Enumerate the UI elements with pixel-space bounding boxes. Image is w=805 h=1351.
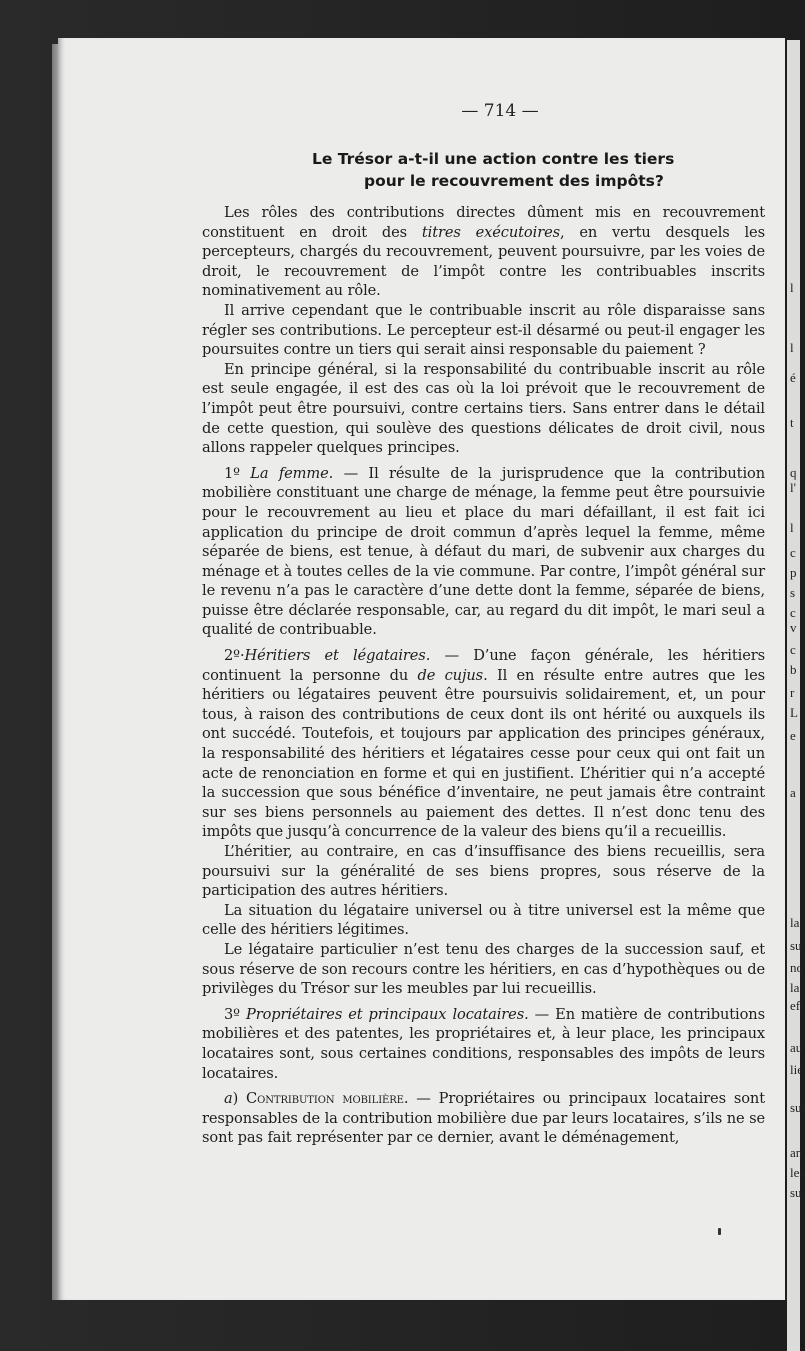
paragraph-heritiers bbox=[202, 646, 765, 842]
adjacent-page-fragment: é bbox=[790, 370, 796, 385]
section-title bbox=[260, 148, 690, 192]
adjacent-page-fragment: v bbox=[790, 620, 797, 635]
adjacent-page-fragment: la bbox=[790, 980, 800, 995]
adjacent-page-fragment: no bbox=[790, 960, 803, 975]
adjacent-page-fragment: l bbox=[790, 280, 794, 295]
adjacent-page-fragment: sui bbox=[790, 1185, 805, 1200]
body-text bbox=[202, 203, 765, 1148]
adjacent-page-fragment: les bbox=[790, 1165, 805, 1180]
adjacent-page-fragment: e bbox=[790, 728, 796, 743]
ink-speck bbox=[718, 1228, 721, 1235]
p10-letter: a bbox=[224, 1090, 233, 1108]
p5-italic-de-cujus: de cujus bbox=[417, 666, 484, 684]
p5-italic: Héritiers et légataires. bbox=[244, 647, 431, 665]
adjacent-page-fragment: t bbox=[790, 415, 794, 430]
paragraph-principe-general: En principe général, si la responsabilité du contribuable inscrit au rôle est seule engagée, il est des cas où la loi prévoit que le recouvrement de l’impôt peut être poursuivi, contre certains tiers. Sans entrer dans le détail de cette question, qui soulève des questions délicates de droit civil, nous allons rappeler quelques principes. bbox=[202, 360, 765, 457]
p4-italic: La femme. bbox=[250, 464, 334, 482]
p10-smallcaps: ) Contribution mobilière. bbox=[232, 1090, 409, 1108]
paragraph-disparition: Il arrive cependant que le contribuable inscrit au rôle disparaisse sans régler ses contributions. Le percepteur est-il désarmé ou peut-il engager les poursuites contre un tiers qui serait ainsi responsable du paiement ? bbox=[202, 301, 765, 359]
paragraph-legataire-universel: La situation du légataire universel ou à titre universel est la même que celle des héritiers légitimes. bbox=[202, 901, 765, 939]
adjacent-page-fragment: su bbox=[790, 938, 802, 953]
adjacent-page-fragment: p bbox=[790, 565, 797, 580]
adjacent-page-fragment: sui bbox=[790, 1100, 805, 1115]
p1-italic: titres exécutoires bbox=[421, 223, 560, 241]
adjacent-page-fragment: lie bbox=[790, 1062, 803, 1077]
title-line-2: pour le recouvrement des impôts? bbox=[364, 172, 664, 190]
adjacent-page-fragment: c bbox=[790, 642, 796, 657]
p9-number: 3º bbox=[224, 1005, 246, 1023]
adjacent-page-fragment: a bbox=[790, 785, 796, 800]
adjacent-page-fragment: la bbox=[790, 915, 800, 930]
adjacent-page-fragment: l bbox=[790, 340, 794, 355]
paragraph-titres-executoires bbox=[202, 203, 765, 301]
p10-text: — Propriétaires ou principaux locataires sont responsables de la contribution mobilière due par leurs locataires, s’ils ne se sont pas fait représenter par ce dernier, avant le déménagement, bbox=[202, 1090, 765, 1147]
p9-italic: Propriétaires et principaux locataires. bbox=[245, 1005, 529, 1023]
p1-text-a: Les rôles des contributions directes dûment mis en recouvrement constituent en droit des bbox=[202, 204, 765, 241]
p4-text: — Il résulte de la jurisprudence que la contribution mobilière constituant une charge de ménage, la femme peut être poursuivie pour le recouvrement au lieu et place du mari défaillant, il est fait ici application du principe de droit commun d’après lequel la femme, même séparée de biens, est tenue, à défaut du mari, de subvenir aux charges du ménage et à toutes celles de la vie commune. Par contre, l’impôt général sur le revenu n’a pas le caractère d’une dette dont la femme, séparée de biens, puisse être déclarée responsable, car, au regard du dit impôt, le mari seul a qualité de contribuable. bbox=[202, 464, 765, 639]
page-number: — 714 — bbox=[461, 101, 539, 121]
adjacent-page-fragment: r bbox=[790, 685, 795, 700]
p5-number: 2º· bbox=[224, 647, 245, 665]
adjacent-page-fragment: c bbox=[790, 545, 796, 560]
title-line-1: Le Trésor a-t-il une action contre les tiers bbox=[312, 150, 675, 168]
p9-text: — En matière de contributions mobilières et des patentes, les propriétaires et, à leur place, les principaux locataires sont, sous certaines conditions, responsables des impôts de leurs locataires. bbox=[202, 1005, 765, 1082]
adjacent-page-fragment: l' bbox=[790, 480, 796, 495]
p1-text-b: , en vertu desquels les percepteurs, chargés du recouvrement, peuvent poursuivre, par les voies de droit, le recouvrement de l’impôt contre les contribuables inscrits nominativement au rôle. bbox=[202, 223, 765, 300]
adjacent-page-fragment: q bbox=[790, 465, 797, 480]
adjacent-page-fragment: c bbox=[790, 605, 796, 620]
paragraph-heritier-insuffisance: L’héritier, au contraire, en cas d’insuffisance des biens recueillis, sera poursuivi sur la généralité de ses biens propres, sous réserve de la participation des autres héritiers. bbox=[202, 843, 765, 900]
adjacent-page-fragment: an bbox=[790, 1145, 803, 1160]
paragraph-la-femme bbox=[202, 464, 765, 640]
adjacent-page-fragment: s bbox=[790, 585, 796, 600]
adjacent-page-fragment: l bbox=[790, 520, 794, 535]
paragraph-legataire-particulier: Le légataire particulier n’est tenu des charges de la succession sauf, et sous réserve de son recours contre les héritiers, en cas d’hypothèques ou de privilèges du Trésor sur les meubles par lui recueillis. bbox=[202, 940, 765, 998]
adjacent-page-fragment: eff bbox=[790, 998, 805, 1013]
adjacent-page-fragment: b bbox=[790, 662, 797, 677]
adjacent-page-strip bbox=[787, 40, 805, 1351]
adjacent-page-fragment: au bbox=[790, 1040, 803, 1055]
p5-text-c: . Il en résulte entre autres que les héritiers ou légataires peuvent être poursuivis solidairement, et, un pour tous, à raison des contributions de ceux dont ils ont hérité ou auxquels ils ont succédé. Toutefois, et toujours par application des principes généraux, la responsabilité des héritiers et légataires cesse pour ceux qui ont fait un acte de renonciation en forme et qui en justifient. L’héritier qui n’a accepté la succession que sous bénéfice d’inventaire, ne peut jamais être contraint sur ses biens personnels au paiement des dettes. Il n’est donc tenu des impôts que jusqu’à concurrence de la valeur des biens qu’il a recueillis. bbox=[202, 666, 765, 841]
paragraph-contribution-mobiliere bbox=[202, 1089, 765, 1148]
p5-text-b: — D’une façon générale, les héritiers continuent la personne du bbox=[202, 647, 765, 684]
p4-number: 1º bbox=[224, 464, 251, 482]
adjacent-page-fragment: L bbox=[790, 705, 798, 720]
paragraph-proprietaires bbox=[202, 1005, 765, 1083]
